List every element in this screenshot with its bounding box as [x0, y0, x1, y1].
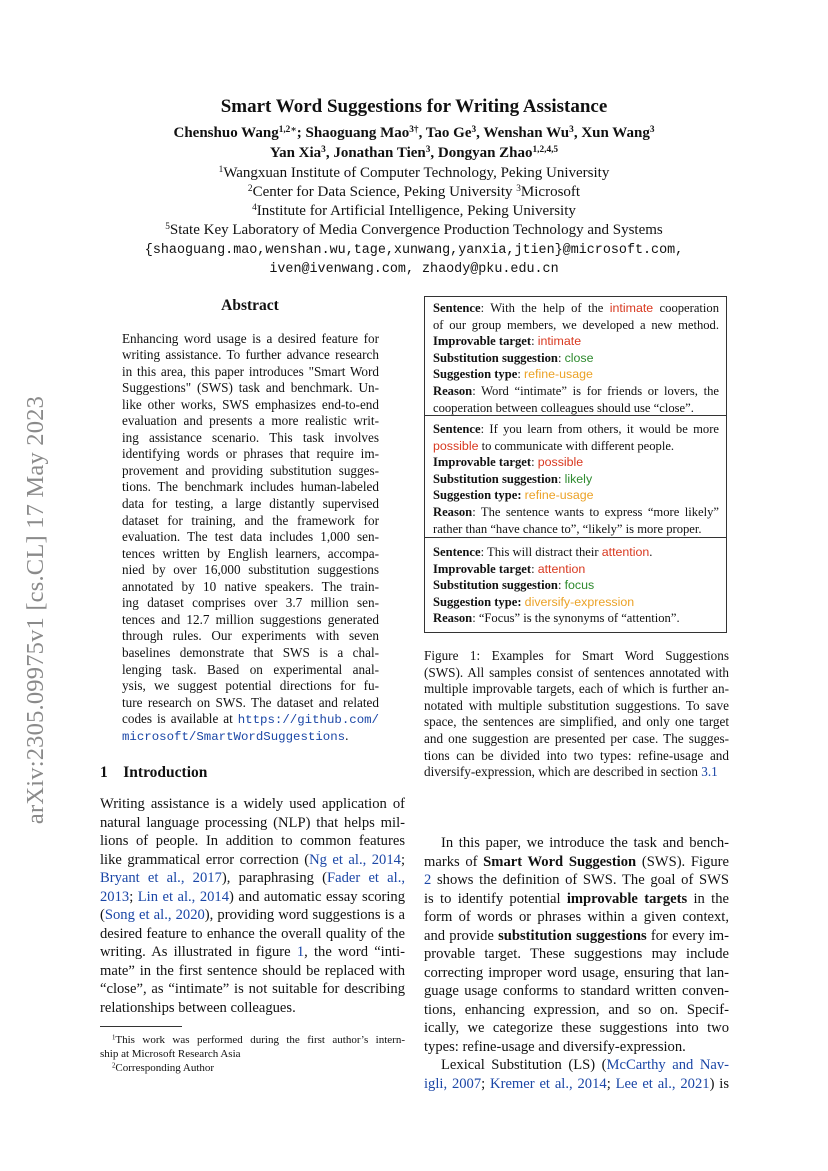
example-1-reason: Reason: Word “intimate” is for friends or lovers, the — [433, 384, 719, 398]
caption-line: multiple improvable targets, each of which is further an- — [424, 681, 729, 697]
body-line: In this paper, we introduce the task and bench- — [441, 835, 729, 851]
abstract-line: annotated by 10 native speakers. The train- — [122, 578, 379, 594]
citation-link[interactable]: Lee et al., 2021 — [615, 1075, 710, 1092]
example-1-sentence: Sentence: With the help of the intimate cooperation — [433, 301, 719, 315]
body-line: igli, 2007; Kremer et al., 2014; Lee et al., 2021) is — [424, 1075, 729, 1092]
abstract-line: dataset for training, and the framework for — [122, 512, 379, 528]
abstract-line: provement and providing substitution sugges- — [122, 462, 379, 478]
example-1-target: Improvable target: intimate — [433, 334, 582, 349]
body-line: ically, we categorize these suggestions into two — [424, 1020, 729, 1036]
example-2-sentence: Sentence: If you learn from others, it would be more — [433, 422, 719, 436]
intro-line: writing. As illustrated in figure 1, the word “inti- — [100, 944, 405, 960]
body-line: types: refine-usage and diversify-expression. — [424, 1038, 686, 1055]
abstract-line: through rules. Our experiments with seven — [122, 628, 379, 644]
example-1-type: Suggestion type: refine-usage — [433, 367, 593, 382]
abstract-heading: Abstract — [221, 297, 279, 314]
caption-line: space, the sentences are simplified, and only one target — [424, 714, 729, 730]
example-1-reason-cont: cooperation between colleagues should use “close”. — [433, 400, 694, 415]
citation-link[interactable]: Ng et al., 2014 — [309, 851, 401, 868]
abstract-line: data for testing, a large distantly supervised — [122, 496, 379, 511]
footnote-2: $^2$Corresponding Author — [112, 1062, 215, 1074]
intro-line: lions of people. In addition to common features — [100, 833, 405, 849]
example-2-reason-cont: rather than “have chance to”, “likely” is more proper. — [433, 521, 702, 536]
citation-link[interactable]: igli, 2007 — [424, 1075, 482, 1092]
intro-line: Writing assistance is a widely used application of — [100, 796, 405, 812]
abstract-line: identifying words or phrases that require im- — [122, 446, 379, 462]
footnote-1: $^1$This work was performed during the first author’s intern- — [112, 1034, 405, 1046]
example-3-reason: Reason: “Focus” is the synonyms of “attention”. — [433, 611, 680, 626]
abstract-line: nied by over 16,000 substitution suggestions — [122, 562, 379, 578]
example-3-sentence: Sentence: This will distract their attention. — [433, 545, 653, 559]
author-line-1: Chenshuo Wang$^{1,2∗}$; Shaoguang Mao$^{3\dagger}$, Tao Ge$^3$, Wenshan Wu$^3$, Xun Wang$^3$ — [173, 124, 655, 141]
abstract-line: lenging task. Based on experimental anal- — [122, 661, 379, 677]
section-heading-introduction: 1 Introduction — [100, 764, 208, 781]
dataset-url-link[interactable]: https://github.com/ — [237, 713, 379, 728]
abstract-line: tences written by English learners, accompa- — [122, 545, 379, 561]
affiliation-2: $^2$Center for Data Science, Peking University $^3$Microsoft — [247, 183, 581, 200]
example-2-sentence-cont: possible to communicate with different people. — [433, 438, 675, 453]
abstract-line: baselines demonstrate that SWS is a chal- — [122, 644, 379, 660]
footnote-1-cont: ship at Microsoft Research Asia — [100, 1048, 241, 1060]
citation-link[interactable]: McCarthy and Nav- — [606, 1057, 729, 1073]
example-2-type: Suggestion type: refine-usage — [433, 488, 594, 503]
figure-ref-link[interactable]: 2 — [424, 872, 432, 888]
abstract-line: ing dataset comprises over 3.7 million sen- — [122, 595, 379, 611]
example-2-substitution: Substitution suggestion: likely — [433, 471, 593, 486]
figure-ref-link[interactable]: 1 — [296, 944, 305, 960]
intro-line: “close”, as “intimate” is not suitable for describing — [100, 981, 405, 997]
affiliation-3: $^4$Institute for Artificial Intelligence, Peking University — [252, 202, 576, 219]
author-line-2: Yan Xia$^3$, Jonathan Tien$^3$, Dongyan Zhao$^{1,2,4,5}$ — [269, 144, 559, 161]
intro-line: 2013; Lin et al., 2014) and automatic essay scoring — [100, 888, 406, 905]
body-line: tions, enhancing expression, and so on. Specif- — [424, 1001, 729, 1018]
dataset-url-link[interactable]: microsoft/SmartWordSuggestions — [122, 729, 346, 744]
arxiv-stamp — [6, 350, 66, 870]
intro-line: like grammatical error correction (Ng et al., 2014; — [100, 851, 405, 868]
body-line: and provide substitution suggestions for every im- — [424, 927, 729, 944]
abstract-line: tences and 12.7 million suggestions generated — [122, 611, 379, 627]
caption-line: diversify-expression, which are described in section 3.1 — [424, 764, 718, 780]
body-line: correcting improper word usage, ensuring that lan- — [424, 964, 729, 981]
abstract-line: evaluation and presents a more realistic writ- — [122, 413, 379, 429]
section-ref-link[interactable]: 3.1 — [701, 764, 718, 780]
caption-line: notated with multiple substitution suggestions. To save — [424, 697, 729, 713]
abstract-line: ture research on SWS. The dataset and related — [122, 694, 379, 710]
example-3-substitution: Substitution suggestion: focus — [433, 578, 595, 593]
citation-link[interactable]: 2013 — [100, 888, 130, 905]
caption-line: Figure 1: Examples for Smart Word Suggestions — [424, 648, 729, 663]
intro-line: relationships between colleagues. — [100, 999, 296, 1016]
citation-link[interactable]: Song et al., 2020 — [104, 907, 205, 923]
caption-line: (SWS). All samples consist of sentences annotated with — [424, 664, 729, 680]
body-line: marks of Smart Word Suggestion (SWS). Figure — [424, 853, 729, 870]
abstract-line: in this area, this paper introduces "Smart Word — [122, 363, 379, 379]
intro-line: desired feature to enhance the overall quality of the — [100, 925, 405, 942]
caption-line: tions can be divided into two types: refine-usage and — [424, 747, 729, 763]
body-line: Lexical Substitution (LS) (McCarthy and Nav- — [441, 1057, 729, 1073]
example-2-target: Improvable target: possible — [433, 455, 584, 470]
citation-link[interactable]: Kremer et al., 2014 — [490, 1075, 607, 1092]
abstract-line: Enhancing word usage is a desired feature for — [122, 330, 379, 346]
citation-link[interactable]: Bryant et al., 2017 — [100, 870, 222, 886]
body-line: form of words or phrases within a given context, — [424, 909, 729, 925]
abstract-line: tions. The benchmark includes human-labeled — [122, 479, 379, 495]
abstract-line: microsoft/SmartWordSuggestions. — [122, 727, 349, 744]
intro-line: Bryant et al., 2017), paraphrasing (Fader et al., — [100, 870, 405, 886]
abstract-line: writing assistance. To further advance research — [122, 347, 379, 363]
abstract-line: ysis, we suggest potential directions for fu- — [122, 678, 379, 694]
abstract-line: evaluation. The test data includes 1,000 sen- — [122, 529, 379, 545]
citation-link[interactable]: Lin et al., 2014 — [137, 888, 230, 905]
example-1-sentence-cont: of our group members, we developed a new method. — [433, 317, 719, 332]
example-1-substitution: Substitution suggestion: close — [433, 350, 594, 365]
example-3-target: Improvable target: attention — [433, 561, 586, 576]
example-2-reason: Reason: The sentence wants to express “more likely” — [433, 505, 719, 519]
intro-line: mate” in the first sentence should be replaced with — [100, 962, 405, 979]
intro-line: (Song et al., 2020), providing word suggestions is a — [100, 907, 405, 923]
footnote-rule — [100, 1026, 182, 1027]
affiliation-1: $^1$Wangxuan Institute of Computer Technology, Peking University — [218, 164, 610, 181]
body-line: is to identify potential improvable targets in the — [424, 890, 730, 907]
arxiv-stamp-text: arXiv:2305.09975v1 [cs.CL] 17 May 2023 — [22, 395, 49, 825]
abstract-line: codes is available at https://github.com/ — [122, 711, 379, 728]
body-line: provable target. These suggestions may include — [424, 946, 729, 962]
email-line-1: {shaoguang.mao,wenshan.wu,tage,xunwang,yanxia,jtien}@microsoft.com, — [144, 243, 684, 258]
abstract-line: like other works, SWS emphasizes end-to-end — [122, 396, 379, 412]
affiliation-4: $^5$State Key Laboratory of Media Convergence Production Technology and Systems — [165, 221, 663, 238]
intro-line: natural language processing (NLP) that helps mil- — [100, 814, 405, 831]
caption-line: and one suggestion are presented per case. The sugges- — [424, 731, 729, 746]
email-line-2: iven@ivenwang.com, zhaody@pku.edu.cn — [269, 262, 559, 277]
body-line: 2 shows the definition of SWS. The goal of SWS — [424, 872, 729, 888]
body-line: guage usage conforms to standard written conven- — [424, 983, 729, 999]
abstract-line: ing assistance scenario. This task involves — [122, 429, 379, 445]
abstract-line: Suggestions" (SWS) task and benchmark. Un- — [122, 380, 379, 396]
paper-title: Smart Word Suggestions for Writing Assistance — [220, 96, 608, 117]
citation-link[interactable]: Fader et al., — [327, 870, 405, 886]
example-3-type: Suggestion type: diversify-expression — [433, 594, 635, 609]
